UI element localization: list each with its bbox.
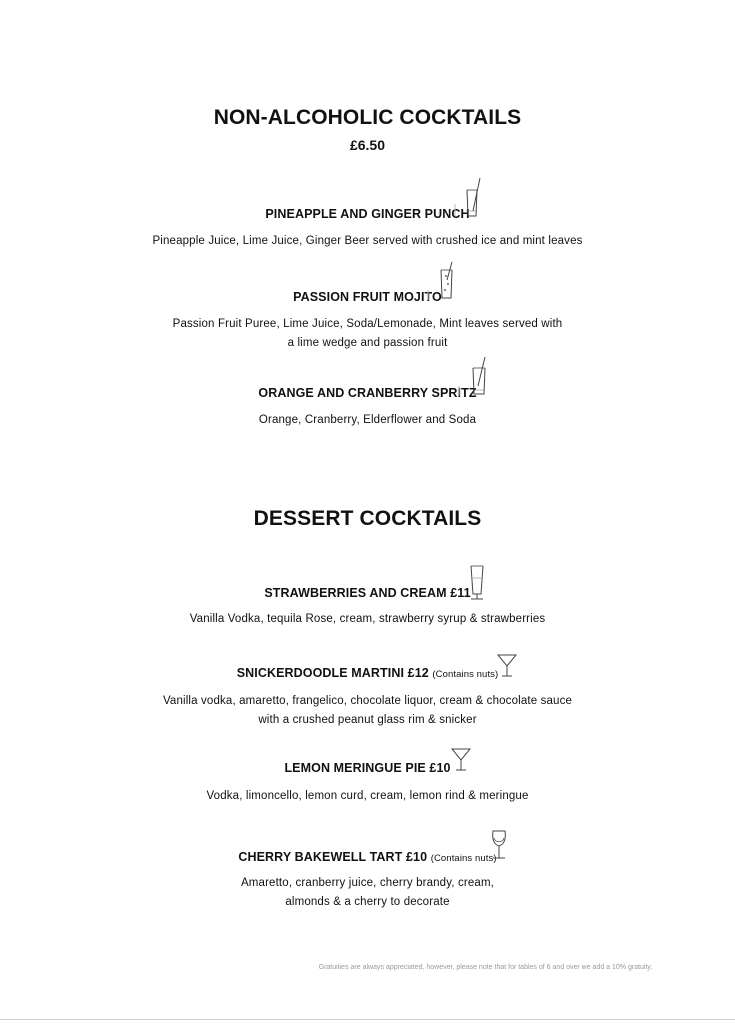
menu-item-description: Vanilla Vodka, tequila Rose, cream, strawberry syrup & strawberries xyxy=(189,613,546,625)
menu-item-title: PASSION FRUIT MOJITO xyxy=(293,290,442,304)
menu-item-description: Pineapple Juice, Lime Juice, Ginger Beer served with crushed ice and mint leaves xyxy=(152,235,583,247)
menu-item-title: SNICKERDOODLE MARTINI £12 (Contains nuts) xyxy=(236,666,499,680)
menu-item-description: Vodka, limoncello, lemon curd, cream, lemon rind & meringue xyxy=(206,790,529,802)
wine-glass-icon xyxy=(487,828,511,864)
contains-nuts-note: (Contains nuts) xyxy=(430,853,497,864)
menu-item-description: Vanilla vodka, amaretto, frangelico, chocolate liquor, cream & chocolate sauce with a crushed peanut glass rim & snicker xyxy=(162,695,573,726)
gratuity-note: Gratuities are always appreciated, however, please note that for tables of 6 and over we add a 10% gratuity. xyxy=(318,964,653,971)
menu-item-title: PINEAPPLE AND GINGER PUNCH xyxy=(265,207,470,221)
highball-glass-straw-icon xyxy=(427,260,457,302)
section-price-non-alcoholic: £6.50 xyxy=(349,137,386,153)
martini-glass-icon xyxy=(449,746,473,774)
highball-glass-straw-icon xyxy=(454,178,484,220)
tall-glass-icon xyxy=(465,564,489,602)
menu-item-description: Passion Fruit Puree, Lime Juice, Soda/Lemonade, Mint leaves served with a lime wedge and passion fruit xyxy=(172,318,563,349)
menu-item-description: Amaretto, cranberry juice, cherry brandy, cream, almonds & a cherry to decorate xyxy=(240,877,495,908)
menu-item-title: ORANGE AND CRANBERRY SPRITZ xyxy=(258,386,477,400)
menu-item-title: LEMON MERINGUE PIE £10 xyxy=(284,761,451,775)
menu-item-title: STRAWBERRIES AND CREAM £11 xyxy=(264,586,471,600)
bottom-divider xyxy=(0,1019,735,1020)
highball-glass-straw-icon xyxy=(458,356,488,398)
menu-item-description: Orange, Cranberry, Elderflower and Soda xyxy=(258,414,477,426)
menu-item-title: CHERRY BAKEWELL TART £10 (Contains nuts) xyxy=(238,850,497,864)
section-title-dessert: DESSERT COCKTAILS xyxy=(253,507,482,530)
section-title-non-alcoholic: NON-ALCOHOLIC COCKTAILS xyxy=(213,106,522,129)
contains-nuts-note: (Contains nuts) xyxy=(432,669,499,680)
martini-glass-icon xyxy=(495,652,519,680)
